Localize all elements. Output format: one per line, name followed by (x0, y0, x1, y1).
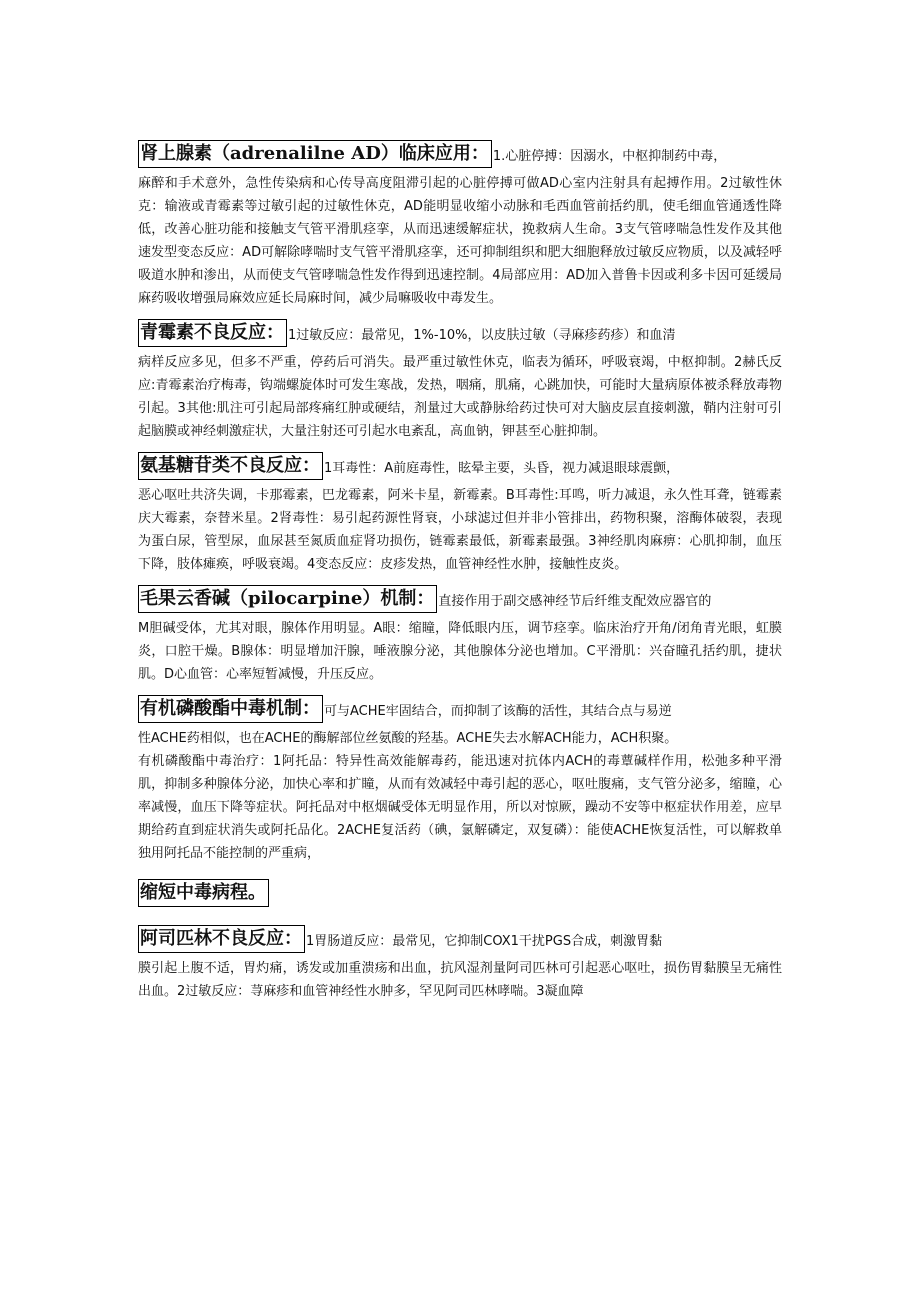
section-header (138, 585, 782, 613)
section-body-text: M胆碱受体，尤其对眼，腺体作用明显。A眼：缩瞳，降低眼内压，调节痉挛。临床治疗开角/闭角青光眼，虹膜炎，口腔干燥。B腺体：明显增加汗腺，唾液腺分泌，其他腺体分泌也增加。C平滑肌：兴奋瞳孔括约肌，捷状肌。D心血管：心率短暂减慢，升压反应。 (138, 621, 782, 682)
section-pilocarpine (138, 585, 782, 686)
section-body-text: 麻醉和手术意外，急性传染病和心传导高度阻滞引起的心脏停搏可做AD心室内注射具有起搏作用。2过敏性休克：输液或青霉素等过敏引起的过敏性休克，AD能明显收缩小动脉和毛西血管前括约肌，使毛细血管通透性降低，改善心脏功能和接触支气管平滑肌痉挛，从而迅速缓解症状，挽救病人生命。3支气管哮喘急性发作及其他速发型变态反应：AD可解除哮喘时支气管平滑肌痉挛，还可抑制组织和肥大细胞释放过敏反应物质，以及减轻呼吸道水肿和渗出，从而使支气管哮喘急性发作得到迅速控制。4局部应用：AD加入普鲁卡因或利多卡因可延缓局麻药吸收增强局麻效应延长局麻时间，减少局嘛吸收中毒发生。 (138, 176, 782, 306)
section-lead-text: 直接作用于副交感神经节后纤维支配效应器官的 (438, 594, 712, 609)
section-body-text: 恶心呕吐共济失调，卡那霉素，巴龙霉素，阿米卡星，新霉素。B耳毒性:耳鸣，听力减退，永久性耳聋，链霉素庆大霉素，奈替米星。2肾毒性：易引起药源性肾衰，小球滤过但并非小管排出，药物积聚，溶酶体破裂，表现为蛋白尿，管型尿，血尿甚至氮质血症肾功损伤，链霉素最低，新霉素最强。3神经肌肉麻痹：心肌抑制，血压下降，肢体瘫痪，呼吸衰竭。4变态反应：皮疹发热，血管神经性水肿，接触性皮炎。 (138, 488, 782, 572)
treatment-paragraph: 有机磷酸酯中毒治疗：1阿托品：特异性高效能解毒药，能迅速对抗体内ACH的毒蕈碱样作用，松弛多种平滑肌，抑制多种腺体分泌，加快心率和扩瞳，从而有效减轻中毒引起的恶心，呕吐腹痛，支气管分泌多，缩瞳，心率减慢，血压下降等症状。阿托品对中枢烟碱受体无明显作用，所以对惊厥，躁动不安等中枢症状作用差，应早期给药直到症状消失或阿托品化。2ACHE复活药（碘，氯解磷定，双复磷）：能使ACHE恢复活性，可以解救单独用阿托品不能控制的严重病， (138, 754, 782, 861)
section-title-organophosphate: 有机磷酸酯中毒机制： (138, 695, 323, 723)
section-aminoglycosides (138, 452, 782, 576)
standalone-heading-row (138, 879, 782, 907)
section-header (138, 695, 782, 723)
section-penicillin (138, 319, 782, 443)
standalone-heading: 缩短中毒病程。 (138, 879, 269, 907)
section-adrenaline (138, 140, 782, 310)
section-body-text: 膜引起上腹不适，胃灼痛，诱发或加重溃疡和出血，抗风湿剂量阿司匹林可引起恶心呕吐，损伤胃黏膜呈无痛性出血。2过敏反应：荨麻疹和血管神经性水肿多，罕见阿司匹林哮喘。3凝血障 (138, 961, 782, 999)
section-lead-text: 1胃肠道反应：最常见，它抑制COX1干扰PGS合成，刺激胃黏 (306, 934, 663, 949)
section-title-aspirin: 阿司匹林不良反应： (138, 925, 305, 953)
section-lead-text: 1过敏反应：最常见，1%-10%，以皮肤过敏（寻麻疹药疹）和血清 (288, 328, 676, 343)
section-aspirin (138, 925, 782, 1003)
section-header (138, 319, 782, 347)
section-title-adrenaline: 肾上腺素（adrenalilne AD）临床应用： (138, 140, 492, 168)
section-body-text: 性ACHE药相似，也在ACHE的酶解部位丝氨酸的羟基。ACHE失去水解ACH能力，ACH积聚。 (138, 731, 678, 746)
section-title-aminoglycosides: 氨基糖苷类不良反应： (138, 452, 323, 480)
document-page (138, 140, 782, 1012)
section-lead-text: 1.心脏停搏：因溺水，中枢抑制药中毒， (492, 149, 727, 164)
section-organophosphate (138, 695, 782, 750)
section-title-penicillin: 青霉素不良反应： (138, 319, 287, 347)
section-lead-text: 1耳毒性：A前庭毒性，眩晕主要，头昏，视力减退眼球震颤， (324, 461, 680, 476)
section-header (138, 925, 782, 953)
section-header (138, 452, 782, 480)
section-header (138, 140, 782, 168)
section-lead-text: 可与ACHE牢固结合，而抑制了该酶的活性，其结合点与易逆 (324, 704, 672, 719)
section-title-pilocarpine: 毛果云香碱（pilocarpine）机制： (138, 585, 437, 613)
section-body-text: 病样反应多见，但多不严重，停药后可消失。最严重过敏性休克，临表为循环，呼吸衰竭，中枢抑制。2赫氏反应:青霉素治疗梅毒，钩端螺旋体时可发生寒战，发热，咽痛，肌痛，心跳加快，可能时大量病原体被杀释放毒物引起。3其他:肌注可引起局部疼痛红肿或硬结，剂量过大或静脉给药过快可对大脑皮层直接刺激，鞘内注射可引起脑膜或神经刺激症状，大量注射还可引起水电紊乱，高血钠，钾甚至心脏抑制。 (138, 355, 782, 439)
